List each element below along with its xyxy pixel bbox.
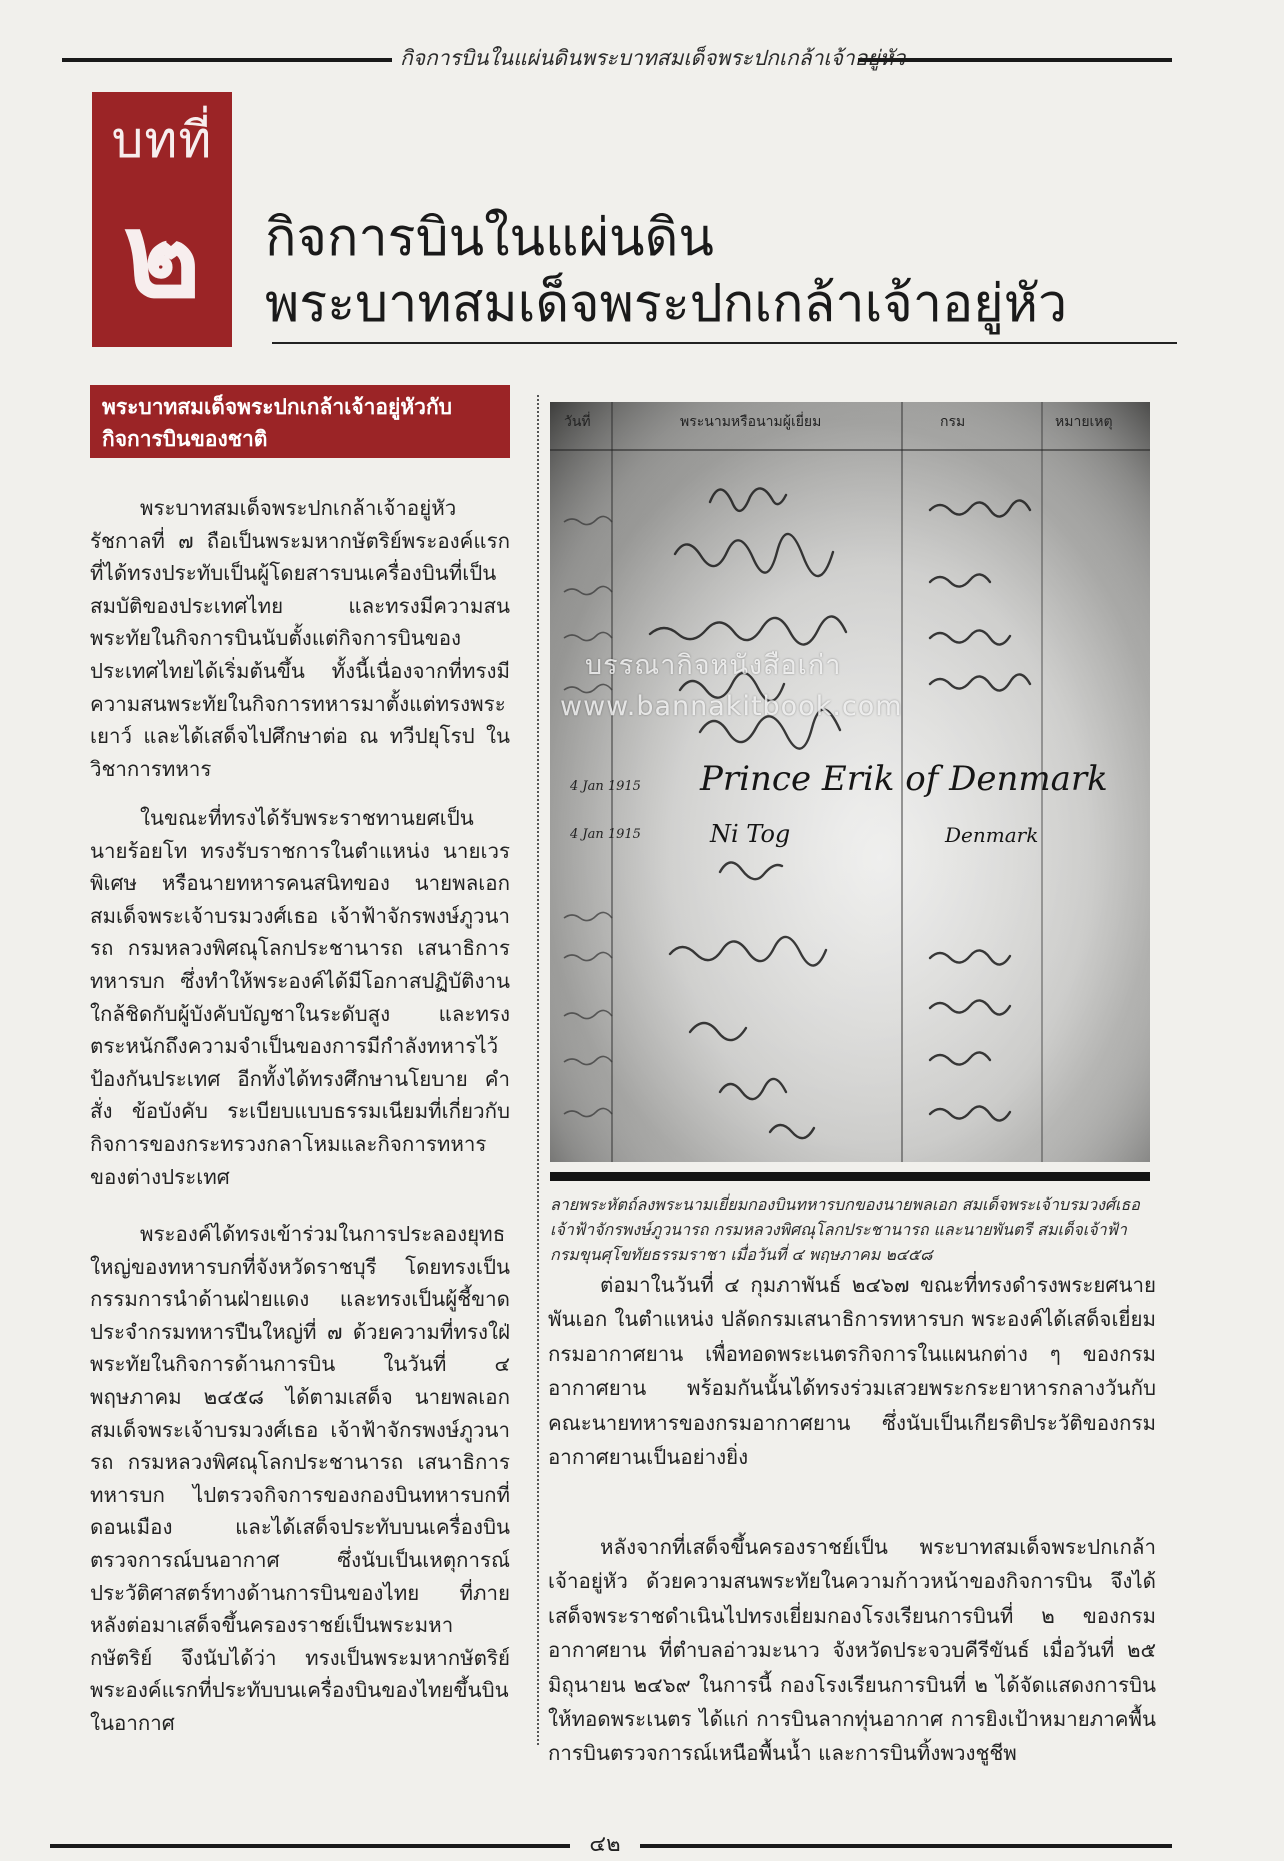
page-number: ๔๒	[589, 1832, 621, 1857]
svg-text:Ni Tog: Ni Tog	[710, 820, 791, 848]
photo-header-dept: กรม	[940, 414, 966, 430]
footer-rule-left	[50, 1844, 570, 1848]
left-paragraph-1	[90, 492, 510, 785]
guestbook-photo	[550, 402, 1150, 1162]
watermark-url: www.bannakitbook.com	[560, 691, 903, 722]
watermark-thai: บรรณากิจหนังสือเก่า	[585, 650, 842, 681]
photo-caption: ลายพระหัตถ์ลงพระนามเยี่ยมกองบินทหารบกของนายพลเอก สมเด็จพระเจ้าบรมวงศ์เธอ เจ้าฟ้าจักรพงษ์ภูวนารถ กรมหลวงพิศณุโลกประชานารถ และนายพันตรี สมเด็จเจ้าฟ้ากรมขุนศุโขทัยธรรมราชา เมื่อวันที่ ๔ พฤษภาคม ๒๔๕๘	[550, 1195, 1140, 1264]
chapter-title-line2: พระบาทสมเด็จพระปกเกล้าเจ้าอยู่หัว	[265, 274, 1068, 334]
photo-header-note: หมายเหตุ	[1055, 414, 1113, 430]
left-paragraph-2-text: ในขณะที่ทรงได้รับพระราชทานยศเป็นนายร้อยโท ทรงรับราชการในตำแหน่ง นายเวรพิเศษ หรือนายทหารคนสนิทของ นายพลเอก สมเด็จพระเจ้าบรมวงศ์เธอ เจ้าฟ้าจักรพงษ์ภูวนารถ กรมหลวงพิศณุโลกประชานารถ เสนาธิการทหารบก ซึ่งทำให้พระองค์ได้มีโอกาสปฏิบัติงานใกล้ชิดกับผู้บังคับบัญชาในระดับสูง และทรงตระหนักถึงความจำเป็นของการมีกำลังทหารไว้ป้องกันประเทศ อีกทั้งได้ทรงศึกษานโยบาย คำสั่ง ข้อบังคับ ระเบียบแบบธรรมเนียมที่เกี่ยวกับกิจการของกระทรวงกลาโหมและกิจการทหารของต่างประเทศ	[90, 806, 510, 1189]
photo-signature-denmark: Denmark	[945, 823, 1039, 847]
svg-text:4 Jan 1915: 4 Jan 1915	[570, 779, 641, 794]
left-paragraph-3-text: พระองค์ได้ทรงเข้าร่วมในการประลองยุทธใหญ่ของทหารบกที่จังหวัดราชบุรี โดยทรงเป็นกรรมการนำด้านฝ่ายแดง และทรงเป็นผู้ชี้ขาดประจำกรมทหารปืนใหญ่ที่ ๗ ด้วยความที่ทรงใฝ่พระทัยในกิจการด้านการบิน ในวันที่ ๔ พฤษภาคม ๒๔๕๘ ได้ตามเสด็จ นายพลเอก สมเด็จพระเจ้าบรมวงศ์เธอ เจ้าฟ้าจักรพงษ์ภูวนารถ กรมหลวงพิศณุโลกประชานารถ เสนาธิการทหารบก ไปตรวจกิจการของกองบินทหารบกที่ดอนเมือง และได้เสด็จประทับบนเครื่องบินตรวจการณ์บนอากาศ ซึ่งนับเป็นเหตุการณ์ประวัติศาสตร์ทางด้านการบินของไทย ที่ภายหลังต่อมาเสด็จขึ้นครองราชย์เป็นพระมหากษัตริย์ จึงนับได้ว่า ทรงเป็นพระมหากษัตริย์พระองค์แรกที่ประทับบนเครื่องบินของไทยขึ้นบินในอากาศ	[90, 1222, 510, 1735]
left-paragraph-3	[90, 1218, 510, 1740]
header-rule-right	[858, 58, 1172, 62]
right-paragraph-2-text: หลังจากที่เสด็จขึ้นครองราชย์เป็น พระบาทสมเด็จพระปกเกล้าเจ้าอยู่หัว ด้วยความสนพระทัยในความก้าวหน้าของกิจการบิน จึงได้เสด็จพระราชดำเนินไปทรงเยี่ยมกองโรงเรียนการบินที่ ๒ ของกรมอากาศยาน ที่ตำบลอ่าวมะนาว จังหวัดประจวบคีรีขันธ์ เมื่อวันที่ ๒๕ มิถุนายน ๒๔๖๙ ในการนี้ กองโรงเรียนการบินที่ ๒ ได้จัดแสดงการบินให้ทอดพระเนตร ได้แก่ การบินลากทุ่นอากาศ การยิงเป้าหมายภาคพื้น การบินตรวจการณ์เหนือพื้นน้ำ และการบินทิ้งพวงชูชีพ	[548, 1535, 1156, 1766]
chapter-title-rule	[272, 342, 1177, 344]
right-paragraph-1	[548, 1268, 1156, 1474]
guestbook-photo-graphic	[550, 402, 1150, 1162]
right-paragraph-1-text: ต่อมาในวันที่ ๔ กุมภาพันธ์ ๒๔๖๗ ขณะที่ทรงดำรงพระยศนายพันเอก ในตำแหน่ง ปลัดกรมเสนาธิการทหารบก พระองค์ได้เสด็จเยี่ยมกรมอากาศยาน เพื่อทอดพระเนตรกิจการในแผนกต่าง ๆ ของกรมอากาศยาน พร้อมกันนั้นได้ทรงร่วมเสวยพระกระยาหารกลางวันกับคณะนายทหารของกรมอากาศยาน ซึ่งนับเป็นเกียรติประวัติของกรมอากาศยานเป็นอย่างยิ่ง	[548, 1273, 1156, 1470]
chapter-title	[265, 205, 1185, 337]
photo-signature-prince-erik: Prince Erik of Denmark	[700, 759, 1108, 799]
caption-bar	[550, 1172, 1150, 1181]
chapter-title-line1: กิจการบินในแผ่นดิน	[265, 208, 714, 268]
right-paragraph-2	[548, 1530, 1156, 1771]
header-rule-left	[62, 58, 392, 62]
column-divider	[537, 395, 539, 1745]
svg-text:4 Jan 1915: 4 Jan 1915	[570, 827, 641, 842]
footer-rule-right	[640, 1844, 1172, 1848]
chapter-word: บทที่	[111, 111, 213, 169]
left-paragraph-1-text: พระบาทสมเด็จพระปกเกล้าเจ้าอยู่หัว รัชกาลที่ ๗ ถือเป็นพระมหากษัตริย์พระองค์แรกที่ได้ทรงประทับเป็นผู้โดยสารบนเครื่องบินที่เป็นสมบัติของประเทศไทย และทรงมีความสนพระทัยในกิจการบินนับตั้งแต่กิจการบินของประเทศไทยได้เริ่มต้นขึ้น ทั้งนี้เนื่องจากที่ทรงมีความสนพระทัยในกิจการทหารมาตั้งแต่ทรงพระเยาว์ และได้เสด็จไปศึกษาต่อ ณ ทวีปยุโรป ในวิชาการทหาร	[90, 496, 510, 781]
photo-header-date: วันที่	[564, 414, 591, 430]
photo-header-name: พระนามหรือนามผู้เยี่ยม	[680, 414, 822, 430]
chapter-number: ๒	[123, 186, 201, 324]
section-heading: พระบาทสมเด็จพระปกเกล้าเจ้าอยู่หัวกับกิจการบินของชาติ	[90, 385, 510, 458]
left-paragraph-2	[90, 802, 510, 1193]
chapter-badge	[92, 92, 232, 347]
running-header: กิจการบินในแผ่นดินพระบาทสมเด็จพระปกเกล้าเจ้าอยู่หัว	[400, 46, 906, 70]
